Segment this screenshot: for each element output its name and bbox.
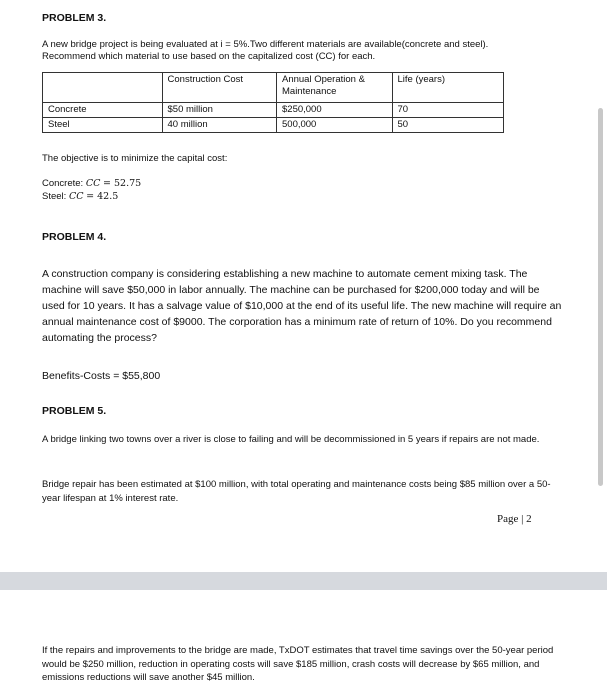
- table-cell: 50: [392, 118, 504, 133]
- problem-5-paragraph-2: Bridge repair has been estimated at $100 million, with total operating and maintenance costs being $85 million over a 50-year lifespan at 1% interest rate.: [42, 479, 551, 504]
- table-cell: Steel: [43, 118, 163, 133]
- table-header-cell: Construction Cost: [162, 73, 276, 103]
- page-number: Page | 2: [497, 513, 532, 525]
- problem-5-heading: PROBLEM 5.: [42, 405, 107, 417]
- page-separator: [0, 572, 607, 590]
- concrete-variable: CC: [85, 178, 101, 189]
- problem-3-intro-line-2: Recommend which material to use based on the capitalized cost (CC) for each.: [42, 51, 376, 62]
- concrete-result: [42, 178, 141, 191]
- problem-3-heading: PROBLEM 3.: [42, 12, 107, 24]
- materials-cost-table: [42, 72, 504, 133]
- table-cell: 40 million: [162, 118, 276, 133]
- steel-variable: CC: [68, 191, 84, 202]
- table-cell: $50 million: [162, 103, 276, 118]
- document-page-2: [0, 590, 607, 700]
- table-header-cell: [43, 73, 163, 103]
- problem-4-answer: Benefits-Costs = $55,800: [42, 370, 161, 382]
- table-header-row: [43, 73, 504, 103]
- table-header-cell: Life (years): [392, 73, 504, 103]
- table-header-cell: Annual Operation & Maintenance: [277, 73, 393, 103]
- table-row: [43, 103, 504, 118]
- steel-value: = 42.5: [86, 191, 119, 202]
- problem-5-paragraph-1: A bridge linking two towns over a river is close to failing and will be decommissioned in 5 years if repairs are not made.: [42, 434, 540, 445]
- scrollbar-thumb[interactable]: [598, 108, 603, 486]
- table-row: [43, 118, 504, 133]
- problem-5-paragraph-3: If the repairs and improvements to the bridge are made, TxDOT estimates that travel time savings over the 50-year period would be $250 million, reduction in operating costs will save $185 million, crash costs will decrease by $65 million, and emissions reductions will save another $45 million.: [42, 645, 554, 683]
- concrete-value: = 52.75: [103, 178, 142, 189]
- steel-result: [42, 191, 118, 204]
- problem-4-heading: PROBLEM 4.: [42, 231, 107, 243]
- problem-3-intro-line-1: A new bridge project is being evaluated at i = 5%.Two different materials are available(concrete and steel).: [42, 39, 489, 50]
- table-cell: $250,000: [277, 103, 393, 118]
- table-cell: Concrete: [43, 103, 163, 118]
- concrete-label: Concrete:: [42, 178, 84, 189]
- table-cell: 70: [392, 103, 504, 118]
- problem-3-objective: The objective is to minimize the capital cost:: [42, 153, 228, 164]
- steel-label: Steel:: [42, 191, 67, 202]
- problem-4-body: A construction company is considering establishing a new machine to automate cement mixing task. The machine will save $50,000 in labor annually. The machine can be purchased for $200,000 today and will be used for 10 years. It has a salvage value of $10,000 at the end of its useful life. The new machine will require an annual maintenance cost of $9000. The corporation has a minimum rate of return of 10%. Do you recommend automating the process?: [42, 268, 562, 344]
- table-cell: 500,000: [277, 118, 393, 133]
